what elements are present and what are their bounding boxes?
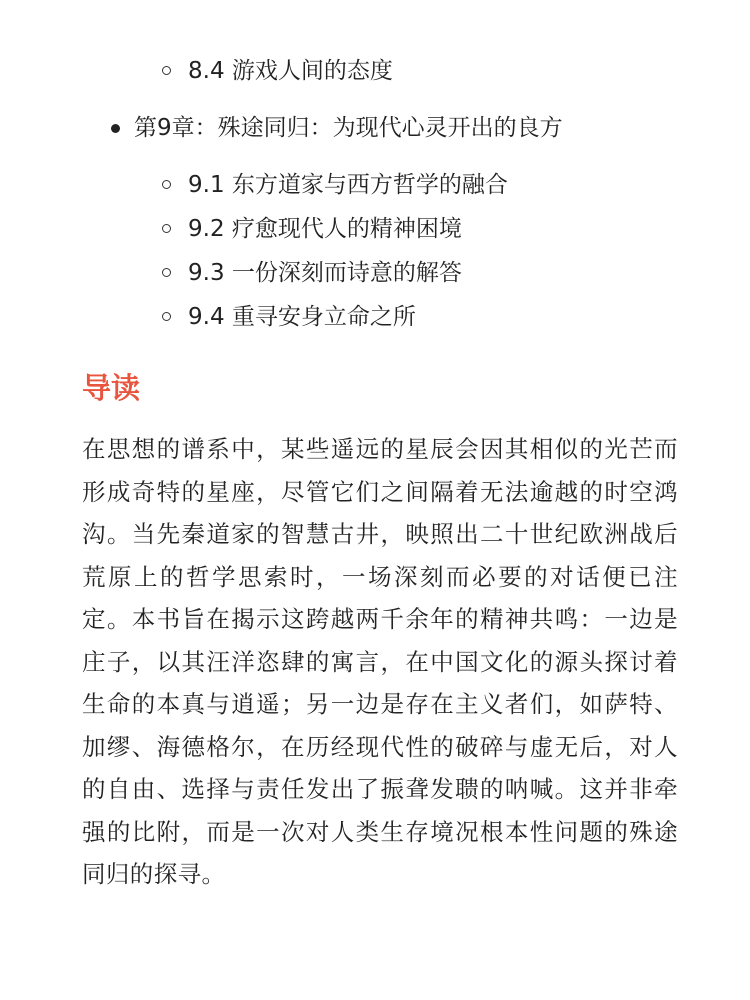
intro-heading: 导读 bbox=[82, 371, 141, 405]
hollow-circle-bullet-icon bbox=[162, 224, 171, 233]
toc-sublist-chapter-9 bbox=[0, 163, 508, 339]
toc-item-9-1[interactable] bbox=[0, 163, 508, 207]
toc-item-label: 9.4 重寻安身立命之所 bbox=[188, 304, 416, 330]
hollow-circle-bullet-icon bbox=[162, 66, 171, 75]
toc-chapter-9[interactable] bbox=[0, 106, 563, 150]
disc-bullet-icon bbox=[111, 124, 120, 133]
toc-item-9-4[interactable] bbox=[0, 295, 508, 339]
toc-item-label: 9.2 疗愈现代人的精神困境 bbox=[188, 216, 462, 242]
toc-item-label: 9.1 东方道家与西方哲学的融合 bbox=[188, 172, 508, 198]
toc-item-8-4[interactable] bbox=[0, 49, 393, 93]
toc-chapter-title: 第9章：殊途同归：为现代心灵开出的良方 bbox=[134, 115, 563, 141]
toc-sublist-chapter-8 bbox=[0, 49, 393, 93]
hollow-circle-bullet-icon bbox=[162, 312, 171, 321]
toc-item-label: 8.4 游戏人间的态度 bbox=[188, 58, 393, 84]
hollow-circle-bullet-icon bbox=[162, 268, 171, 277]
hollow-circle-bullet-icon bbox=[162, 180, 171, 189]
toc-item-label: 9.3 一份深刻而诗意的解答 bbox=[188, 260, 462, 286]
intro-paragraph: 在思想的谱系中，某些遥远的星辰会因其相似的光芒而形成奇特的星座，尽管它们之间隔着无法逾越的时空鸿沟。当先秦道家的智慧古井，映照出二十世纪欧洲战后荒原上的哲学思索时，一场深刻而必要的对话便已注定。本书旨在揭示这跨越两千余年的精神共鸣：一边是庄子，以其汪洋恣肆的寓言，在中国文化的源头探讨着生命的本真与逍遥；另一边是存在主义者们，如萨特、加缪、海德格尔，在历经现代性的破碎与虚无后，对人的自由、选择与责任发出了振聋发聩的呐喊。这并非牵强的比附，而是一次对人类生存境况根本性问题的殊途同归的探寻。 bbox=[82, 435, 678, 888]
toc-item-9-3[interactable] bbox=[0, 251, 508, 295]
toc-item-9-2[interactable] bbox=[0, 207, 508, 251]
